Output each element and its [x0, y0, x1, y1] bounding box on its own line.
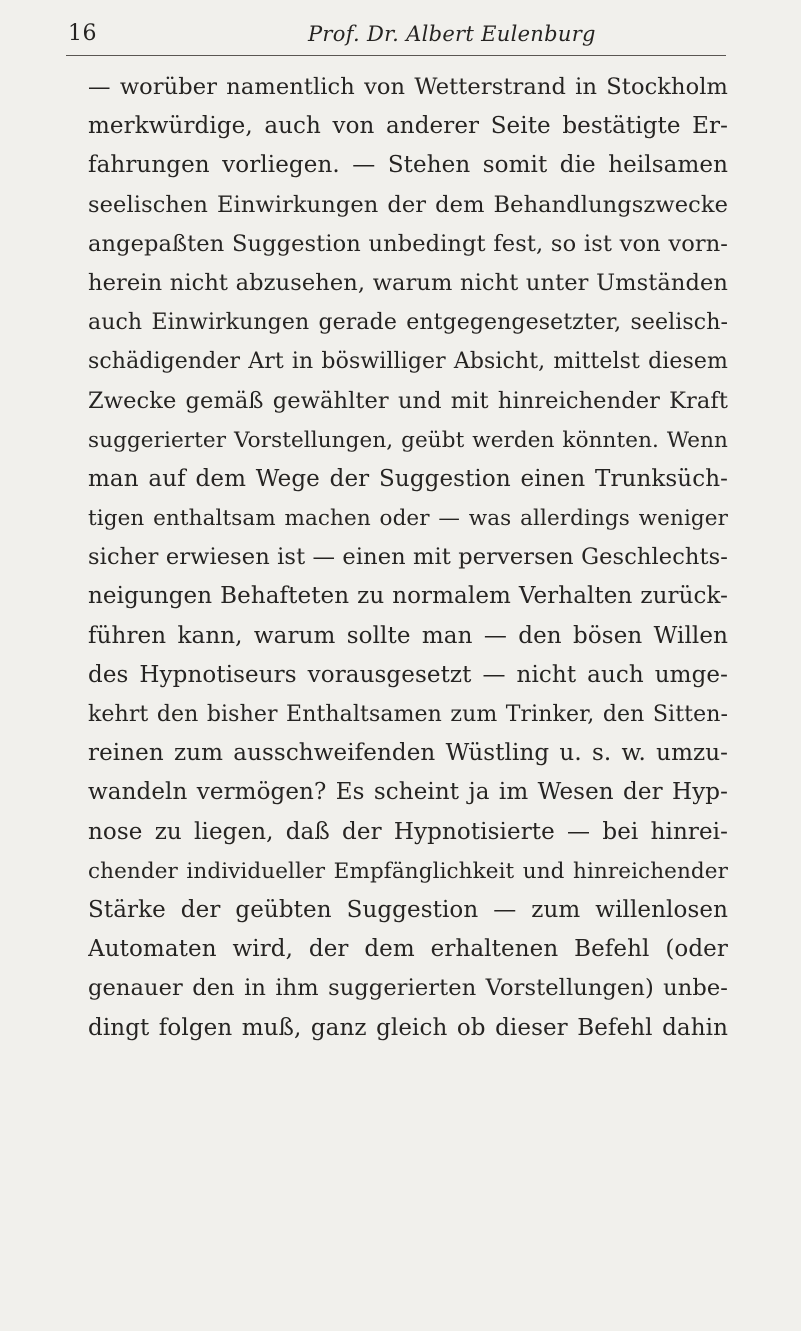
text-line: Zwecke gemäß gewählter und mit hinreichender Kraft — [88, 387, 728, 414]
text-line: merkwürdige, auch von anderer Seite bestätigte Er- — [88, 113, 728, 140]
body-text — [88, 68, 728, 1048]
text-line: wandeln vermögen? Es scheint ja im Wesen der Hyp- — [88, 779, 728, 806]
text-line: angepaßten Suggestion unbedingt fest, so ist von vorn- — [88, 230, 728, 257]
text-line: dingt folgen muß, ganz gleich ob dieser Befehl dahin — [88, 1014, 728, 1041]
text-line: genauer den in ihm suggerierten Vorstellungen) unbe- — [88, 975, 728, 1002]
header-rule — [66, 55, 726, 56]
page-number: 16 — [68, 21, 97, 46]
text-line: tigen enthaltsam machen oder — was allerdings weniger — [88, 506, 728, 532]
running-head: Prof. Dr. Albert Eulenburg — [308, 22, 596, 46]
text-line: sicher erwiesen ist — einen mit perversen Geschlechts- — [88, 544, 728, 571]
text-line: man auf dem Wege der Suggestion einen Trunksüch- — [88, 465, 728, 492]
text-line: neigungen Behafteten zu normalem Verhalten zurück- — [88, 583, 728, 610]
text-line: reinen zum ausschweifenden Wüstling u. s. w. umzu- — [88, 740, 728, 767]
page-header — [68, 18, 708, 54]
text-line: nose zu liegen, daß der Hypnotisierte — bei hinrei- — [88, 818, 728, 845]
text-line: führen kann, warum sollte man — den bösen Willen — [88, 622, 728, 649]
text-line: seelischen Einwirkungen der dem Behandlungszwecke — [88, 191, 728, 218]
text-line: schädigender Art in böswilliger Absicht, mittelst diesem — [88, 349, 728, 375]
text-line: Stärke der geübten Suggestion — zum willenlosen — [88, 896, 728, 923]
text-line: kehrt den bisher Enthaltsamen zum Trinker, den Sitten- — [88, 702, 728, 727]
text-line: fahrungen vorliegen. — Stehen somit die heilsamen — [88, 152, 728, 179]
text-line: Automaten wird, der dem erhaltenen Befehl (oder — [88, 936, 728, 963]
text-line: des Hypnotiseurs vorausgesetzt — nicht auch umge- — [88, 661, 728, 688]
text-line: auch Einwirkungen gerade entgegengesetzter, seelisch- — [88, 310, 728, 336]
text-line: suggerierter Vorstellungen, geübt werden könnten. Wenn — [88, 427, 728, 453]
text-line: herein nicht abzusehen, warum nicht unter Umständen — [88, 269, 728, 296]
text-line: chender individueller Empfänglichkeit und hinreichender — [88, 858, 728, 884]
text-line: — worüber namentlich von Wetterstrand in Stockholm — [88, 74, 728, 100]
